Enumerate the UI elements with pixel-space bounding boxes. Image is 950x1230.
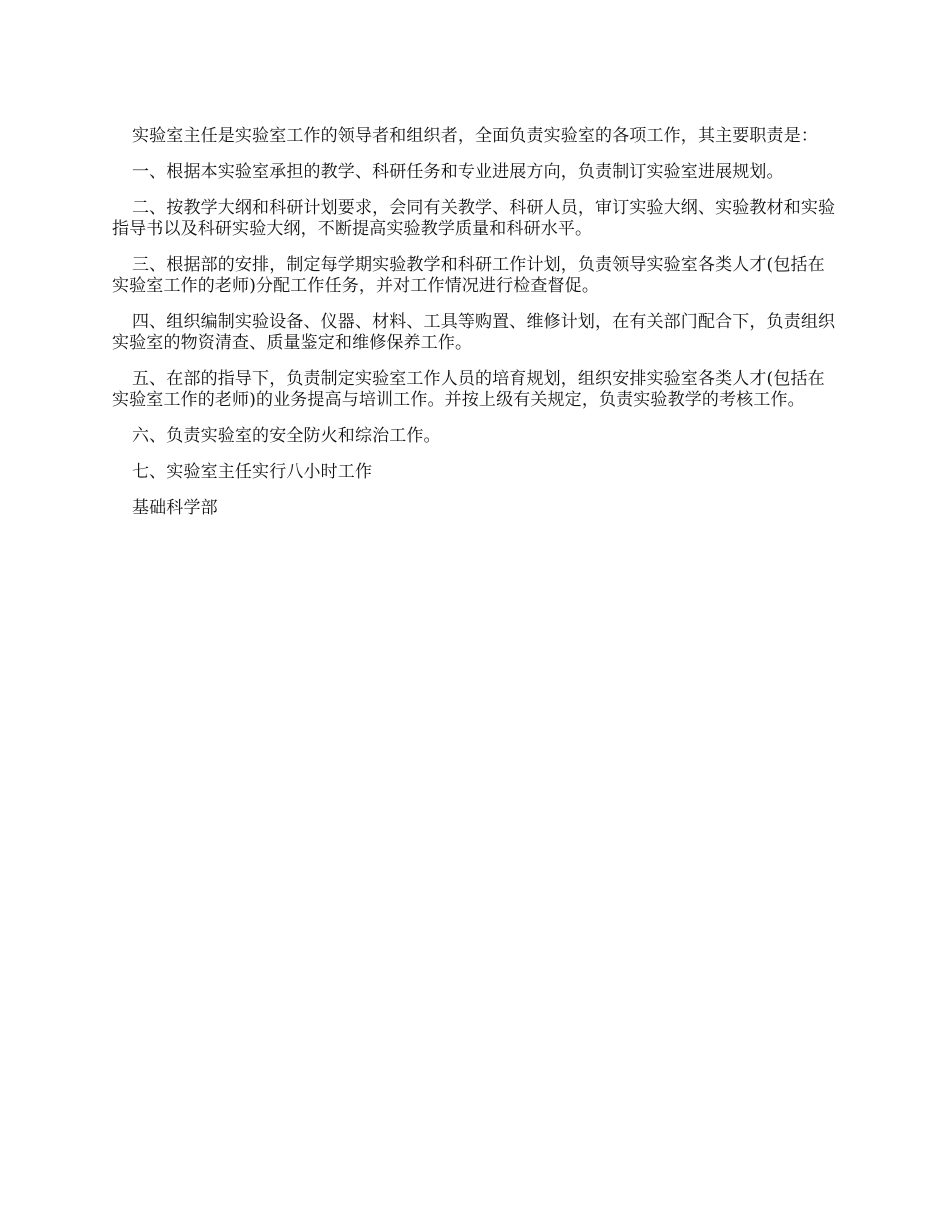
duty-item-2: 二、按教学大纲和科研计划要求，会同有关教学、科研人员，审订实验大纲、实验教材和实验指导书以及科研实验大纲，不断提高实验教学质量和科研水平。 [112,198,836,239]
duty-item-6: 六、负责实验室的安全防火和综治工作。 [132,426,441,446]
document-body [112,126,840,534]
intro-paragraph: 实验室主任是实验室工作的领导者和组织者，全面负责实验室的各项工作，其主要职责是： [132,126,818,146]
duty-item-5: 五、在部的指导下，负责制定实验室工作人员的培育规划，组织安排实验室各类人才(包括在实验室工作的老师)的业务提高与培训工作。并按上级有关规定，负责实验教学的考核工作。 [112,369,825,410]
duty-item-3: 三、根据部的安排，制定每学期实验教学和科研工作计划，负责领导实验室各类人才(包括在实验室工作的老师)分配工作任务，并对工作情况进行检查督促。 [112,255,825,296]
duty-item-1: 一、根据本实验室承担的教学、科研任务和专业进展方向，负责制订实验室进展规划。 [132,162,784,182]
duty-item-7: 七、实验室主任实行八小时工作 [132,462,373,482]
department-signature: 基础科学部 [132,498,218,518]
duty-item-4: 四、组织编制实验设备、仪器、材料、工具等购置、维修计划，在有关部门配合下，负责组织实验室的物资清查、质量鉴定和维修保养工作。 [112,312,836,353]
